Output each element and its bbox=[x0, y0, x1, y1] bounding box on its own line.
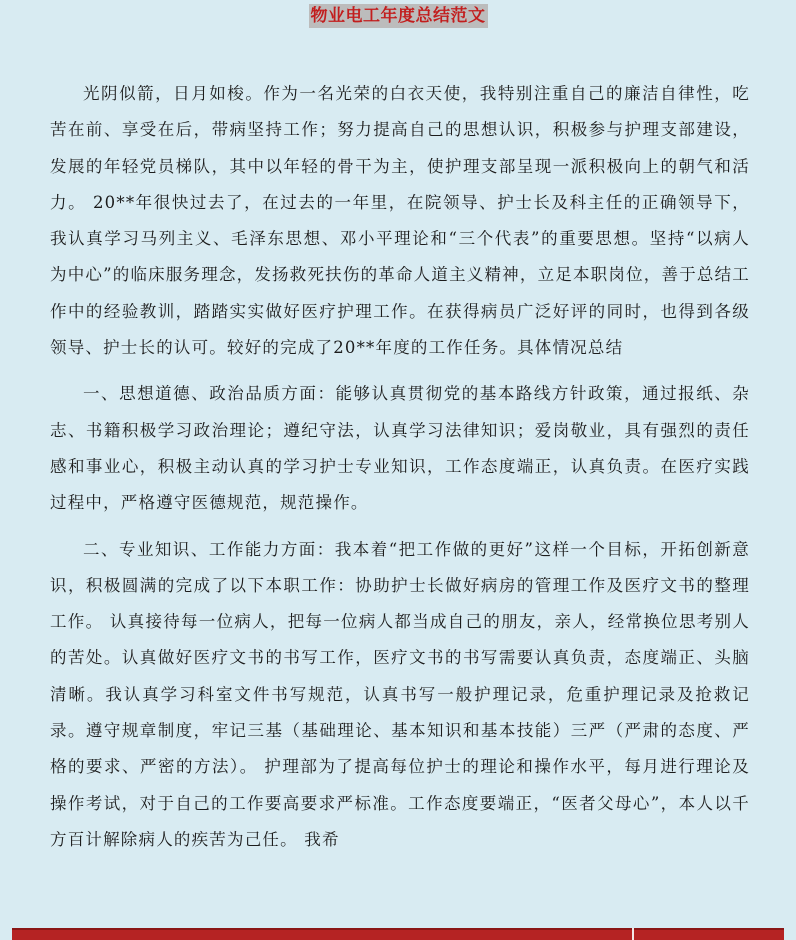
footer-divider bbox=[632, 928, 634, 940]
paragraph-section-one: 一、思想道德、政治品质方面：能够认真贯彻党的基本路线方针政策，通过报纸、杂志、书籍积极学习政治理论；遵纪守法，认真学习法律知识；爱岗敬业，具有强烈的责任感和事业心，积极主动认真的学习护士专业知识，工作态度端正，认真负责。在医疗实践过程中，严格遵守医德规范，规范操作。 bbox=[50, 384, 750, 513]
title-row bbox=[0, 4, 796, 28]
paragraph-intro: 光阴似箭，日月如梭。作为一名光荣的白衣天使，我特别注重自己的廉洁自律性，吃苦在前、享受在后，带病坚持工作；努力提高自己的思想认识，积极参与护理支部建设，发展的年轻党员梯队，其中以年轻的骨干为主，使护理支部呈现一派积极向上的朝气和活力。 20**年很快过去了，在过去的一年里，在院领导、护士长及科主任的正确领导下，我认真学习马列主义、毛泽东思想、邓小平理论和“三个代表”的重要思想。坚持“以病人为中心”的临床服务理念，发扬救死扶伤的革命人道主义精神，立足本职岗位，善于总结工作中的经验教训，踏踏实实做好医疗护理工作。在获得病员广泛好评的同时，也得到各级领导、护士长的认可。较好的完成了20**年度的工作任务。具体情况总结 bbox=[50, 84, 750, 358]
page-title: 物业电工年度总结范文 bbox=[310, 6, 486, 26]
document-body bbox=[50, 76, 750, 858]
footer-banner bbox=[12, 928, 784, 940]
paragraph-section-two: 二、专业知识、工作能力方面：我本着“把工作做的更好”这样一个目标，开拓创新意识，积极圆满的完成了以下本职工作：协助护士长做好病房的管理工作及医疗文书的整理工作。 认真接待每一位病人，把每一位病人都当成自己的朋友，亲人，经常换位思考别人的苦处。认真做好医疗文书的书写工作，医疗文书的书写需要认真负责，态度端正、头脑清晰。我认真学习科室文件书写规范，认真书写一般护理记录，危重护理记录及抢救记录。遵守规章制度，牢记三基（基础理论、基本知识和基本技能）三严（严肃的态度、严格的要求、严密的方法）。 护理部为了提高每位护士的理论和操作水平，每月进行理论及操作考试，对于自己的工作要高要求严标准。工作态度要端正，“医者父母心”，本人以千方百计解除病人的疾苦为己任。 我希 bbox=[50, 539, 750, 849]
